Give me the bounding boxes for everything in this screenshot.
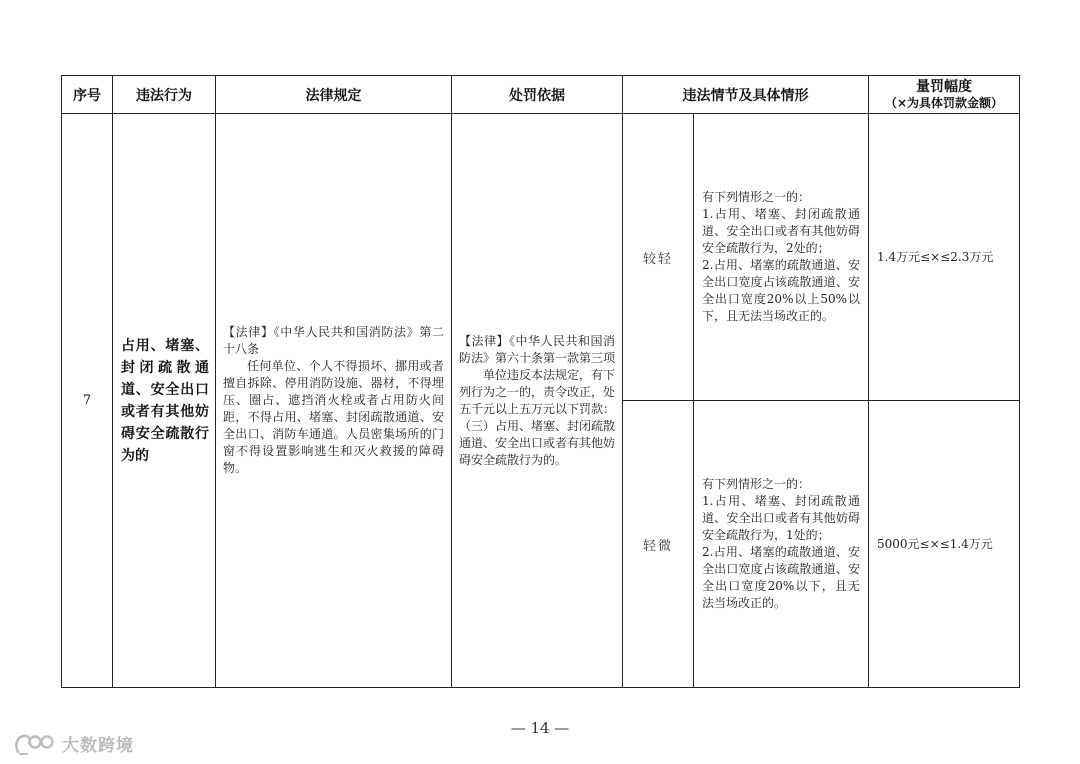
law-text: 任何单位、个人不得损坏、挪用或者擅自拆除、停用消防设施、器材，不得埋压、圈占、遮挡消火栓或者占用防火间距，不得占用、堵塞、封闭疏散通道、安全出口、消防车通道。人员密集场所的门窗不得设置影响逃生和灭火救援的障碍物。: [223, 359, 444, 475]
detail-minor-line: 2.占用、堵塞的疏散通道、安全出口宽度占该疏散通道、安全出口宽度20%以上50%以下，且无法当场改正的。: [702, 258, 860, 323]
table-row: [62, 114, 1020, 401]
header-law: 法律规定: [216, 76, 452, 114]
level-minor: 较轻: [623, 114, 694, 401]
penalty-basis: [452, 114, 623, 688]
header-index: 序号: [62, 76, 113, 114]
detail-slight-line: 2.占用、堵塞的疏散通道、安全出口宽度占该疏散通道、安全出口宽度20%以下，且无法当场改正的。: [702, 545, 860, 610]
watermark-text: 大数跨境: [62, 736, 134, 756]
detail-slight-line: 1.占用、堵塞、封闭疏散通道、安全出口或者有其他妨碍安全疏散行为，1处的；: [702, 494, 860, 542]
basis-text: 单位违反本法规定，有下列行为之一的，责令改正，处五千元以上五万元以下罚款：: [459, 367, 616, 416]
header-penalty-range: [869, 76, 1020, 114]
level-slight: 轻微: [623, 401, 694, 688]
range-slight: 5000元≤×≤1.4万元: [869, 401, 1020, 688]
row-index: 7: [62, 114, 113, 688]
detail-minor-line: 有下列情形之一的：: [702, 190, 811, 204]
page-number: — 14 —: [510, 719, 570, 737]
basis-title: 【法律】《中华人民共和国消防法》第六十条第一款第三项: [459, 333, 616, 365]
detail-slight: [694, 401, 869, 688]
penalty-table: [61, 75, 1020, 688]
watermark: [14, 731, 134, 756]
range-minor: 1.4万元≤×≤2.3万元: [869, 114, 1020, 401]
sogou-ai-logo-icon: [14, 732, 58, 756]
header-basis: 处罚依据: [452, 76, 623, 114]
basis-item: （三）占用、堵塞、封闭疏散通道、安全出口或者有其他妨碍安全疏散行为的。: [459, 418, 616, 467]
law-provision: [216, 114, 452, 688]
law-title: 【法律】《中华人民共和国消防法》第二十八条: [223, 325, 444, 356]
detail-minor-line: 1.占用、堵塞、封闭疏散通道、安全出口或者有其他妨碍安全疏散行为，2处的；: [702, 207, 860, 255]
header-act: 违法行为: [113, 76, 216, 114]
detail-slight-line: 有下列情形之一的：: [702, 477, 811, 491]
header-penalty-range-title: 量罚幅度: [916, 78, 972, 95]
violation-act: 占用、堵塞、封闭疏散通道、安全出口或者有其他妨碍安全疏散行为的: [113, 114, 216, 688]
header-row: [62, 76, 1020, 114]
header-circumstances: 违法情节及具体情形: [623, 76, 869, 114]
detail-minor: [694, 114, 869, 401]
header-penalty-range-note: （×为具体罚款金额）: [884, 95, 1004, 110]
